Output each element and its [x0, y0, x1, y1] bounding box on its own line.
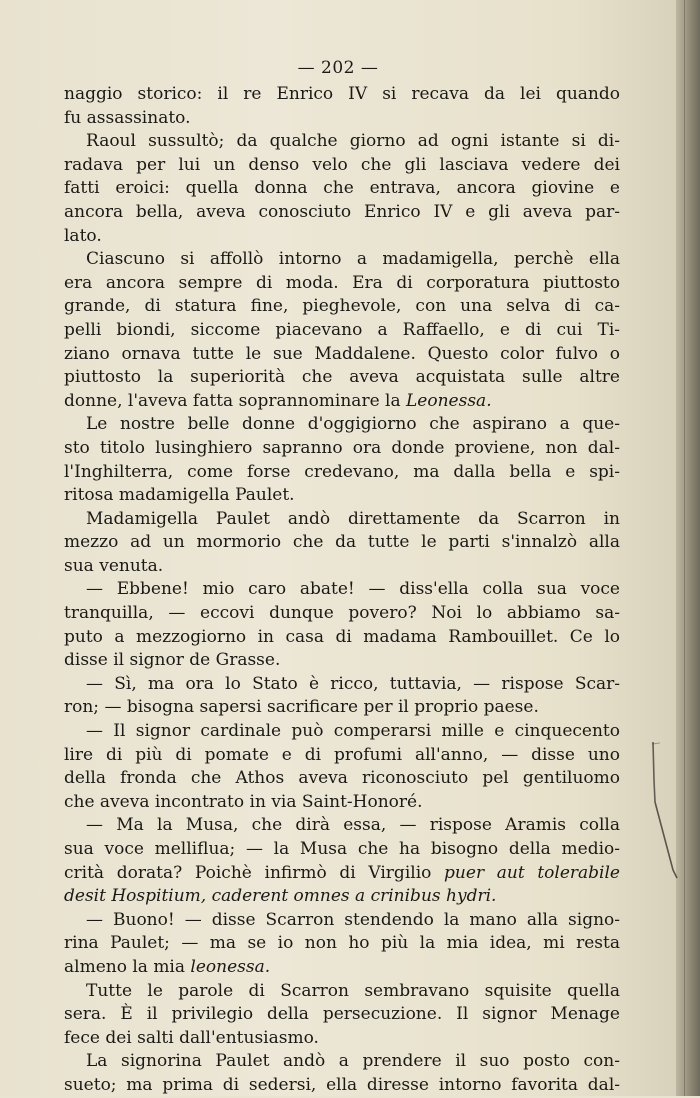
text-line: era ancora sempre di moda. Era di corporatura piuttosto [64, 272, 620, 293]
margin-pencil-mark [651, 740, 681, 880]
paragraph [64, 248, 620, 413]
text-line: sto titolo lusinghiero sapranno ora donde proviene, non dal- [64, 437, 620, 458]
text-line: della fronda che Athos aveva riconosciuto pel gentiluomo [64, 768, 620, 789]
text-line: Tutte le parole di Scarron sembravano squisite quella [86, 980, 620, 1001]
text-line: — Il signor cardinale può comperarsi mille e cinquecento [86, 721, 620, 742]
text-line: — Ma la Musa, che dirà essa, — rispose Aramis colla [86, 815, 620, 836]
margin-pencil-mark-icon [651, 740, 681, 880]
text-line: ritosa madamigella Paulet. [64, 485, 295, 506]
page-number: — 202 — [297, 58, 379, 78]
paragraph [64, 1050, 620, 1097]
paragraph [64, 578, 620, 672]
text-line: — Buono! — disse Scarron stendendo la mano alla signo- [86, 909, 620, 930]
text-line [64, 862, 620, 886]
text-span: almeno la mia [64, 956, 191, 977]
text-line: fece dei salti dall'entusiasmo. [64, 1027, 319, 1048]
text-line: fu assassinato. [64, 107, 191, 128]
text-line: sera. È il privilegio della persecuzione. Il signor Menage [64, 1004, 620, 1025]
text-line: desit Hospitium, caderent omnes a crinibus hydri. [64, 886, 497, 907]
text-line: Le nostre belle donne d'oggigiorno che aspirano a que- [86, 414, 620, 435]
text-line: puto a mezzogiorno in casa di madama Rambouillet. Ce lo [64, 626, 620, 647]
text-line: sua voce melliflua; — la Musa che ha bisogno della medio- [64, 839, 620, 859]
paragraph [64, 814, 620, 908]
text-line: piuttosto la superiorità che aveva acquistata sulle altre [64, 367, 620, 388]
text-line: ron; — bisogna sapersi sacrificare per il proprio paese. [64, 697, 539, 718]
paragraph [64, 720, 620, 814]
text-line: La signorina Paulet andò a prendere il suo posto con- [86, 1051, 620, 1072]
text-line: ancora bella, aveva conosciuto Enrico IV e gli aveva par- [64, 201, 620, 222]
paragraph [64, 83, 620, 130]
text-line: radava per lui un denso velo che gli lasciava vedere dei [64, 154, 620, 175]
text-line: Madamigella Paulet andò direttamente da Scarron in [86, 508, 620, 529]
italic-text: leonessa. [190, 956, 271, 977]
text-line: mezzo ad un mormorio che da tutte le parti s'innalzò alla [64, 532, 620, 553]
text-line: ziano ornava tutte le sue Maddalene. Questo color fulvo o [64, 343, 620, 364]
text-line [64, 956, 620, 980]
paragraph [64, 130, 620, 248]
text-line: tranquilla, — eccovi dunque povero? Noi lo abbiamo sa- [64, 603, 620, 624]
paragraph [64, 980, 620, 1051]
text-line: naggio storico: il re Enrico IV si recava da lei quando [64, 84, 620, 104]
text-line: disse il signor de Grasse. [64, 650, 281, 671]
text-line: fatti eroici: quella donna che entrava, ancora giovine e [64, 178, 620, 199]
text-line: Raoul sussultò; da qualche giorno ad ogni istante si di- [86, 131, 620, 152]
text-line: rina Paulet; — ma se io non ho più la mia idea, mi resta [64, 933, 620, 954]
italic-text: Leonessa. [406, 390, 492, 411]
text-line: — Sì, ma ora lo Stato è ricco, tuttavia, — rispose Scar- [86, 673, 620, 694]
paragraph [64, 508, 620, 579]
text-line: che aveva incontrato in via Saint-Honoré. [64, 791, 423, 812]
text-line: sueto; ma prima di sedersi, ella diresse intorno favorita dal- [64, 1074, 620, 1095]
text-line: sua venuta. [64, 555, 164, 576]
paragraph [64, 413, 620, 507]
body-text [64, 83, 620, 1098]
text-line: grande, di statura fine, pieghevole, con una selva di ca- [64, 296, 620, 317]
text-line: lire di più di pomate e di profumi all'anno, — disse uno [64, 744, 620, 765]
text-line: l'Inghilterra, come forse credevano, ma dalla bella e spi- [64, 461, 620, 482]
text-line: — Ebbene! mio caro abate! — diss'ella colla sua voce [86, 579, 620, 600]
text-span: donne, l'aveva fatta soprannominare la [64, 390, 407, 411]
paragraph [64, 673, 620, 720]
page-edge-line [684, 0, 685, 1096]
text-line [64, 390, 620, 414]
paragraph [64, 909, 620, 980]
page-edge [676, 0, 700, 1096]
italic-text: puer aut tolerabile [444, 862, 620, 883]
text-span: crità dorata? Poichè infirmò di Virgilio [64, 862, 445, 883]
text-line: lato. [64, 225, 102, 246]
text-line: pelli biondi, siccome piacevano a Raffaello, e di cui Ti- [64, 319, 620, 340]
text-line: Ciascuno si affollò intorno a madamigella, perchè ella [86, 249, 620, 270]
